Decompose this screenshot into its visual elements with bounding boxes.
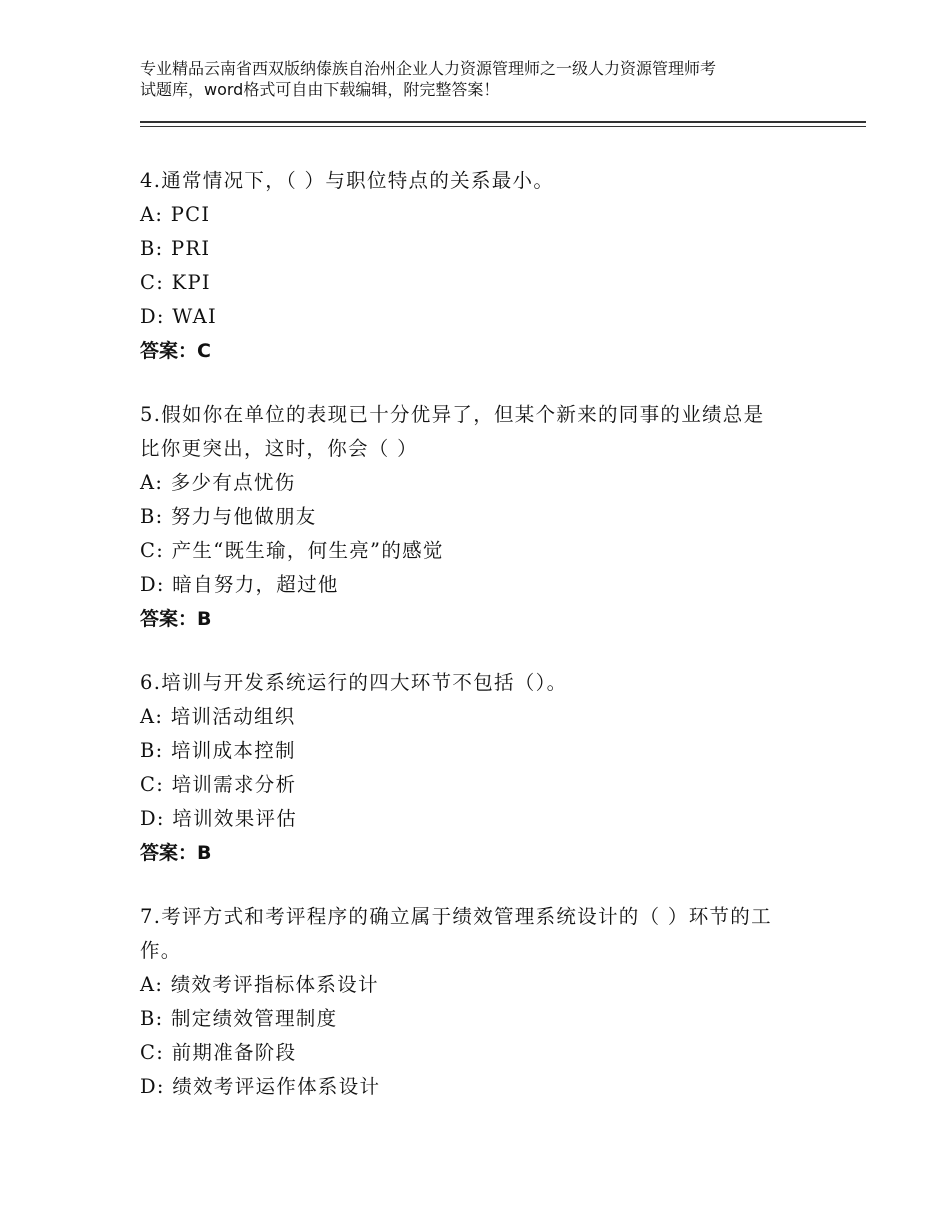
question-5: [140, 398, 820, 636]
option-b: B: 培训成本控制: [140, 739, 296, 762]
option-a: A: 培训活动组织: [140, 705, 296, 728]
question-stem: 7.考评方式和考评程序的确立属于绩效管理系统设计的（ ）环节的工: [140, 905, 772, 928]
question-stem: 6.培训与开发系统运行的四大环节不包括（）。: [140, 671, 568, 694]
option-a: A: 绩效考评指标体系设计: [140, 973, 379, 996]
option-c: C: 前期准备阶段: [140, 1041, 297, 1064]
answer-label: 答案：C: [140, 340, 211, 362]
header-line-2: 试题库，word格式可自由下载编辑，附完整答案！: [140, 80, 500, 99]
option-d: D: 暗自努力，超过他: [140, 573, 339, 596]
option-c: C: 产生“既生瑜，何生亮”的感觉: [140, 539, 444, 562]
question-6: [140, 666, 820, 870]
header-line-1: 专业精品云南省西双版纳傣族自治州企业人力资源管理师之一级人力资源管理师考: [140, 59, 717, 78]
option-d: D: 培训效果评估: [140, 807, 298, 830]
question-list: [140, 164, 820, 1134]
answer-label: 答案：B: [140, 842, 212, 864]
question-stem: 5.假如你在单位的表现已十分优异了，但某个新来的同事的业绩总是: [140, 403, 765, 426]
option-d: D: 绩效考评运作体系设计: [140, 1075, 381, 1098]
option-b: B: 努力与他做朋友: [140, 505, 317, 528]
header-divider-thick: [140, 121, 866, 123]
page-header: [140, 58, 830, 100]
option-c: C: KPI: [140, 271, 211, 294]
option-a: A: PCI: [140, 203, 211, 226]
question-4: [140, 164, 820, 368]
question-stem-continued: 作。: [140, 939, 182, 962]
header-divider-thin: [140, 126, 866, 127]
question-7: [140, 900, 820, 1104]
answer-label: 答案：B: [140, 608, 212, 630]
option-a: A: 多少有点忧伤: [140, 471, 296, 494]
option-b: B: PRI: [140, 237, 211, 260]
option-c: C: 培训需求分析: [140, 773, 297, 796]
option-b: B: 制定绩效管理制度: [140, 1007, 338, 1030]
question-stem: 4.通常情况下，（ ）与职位特点的关系最小。: [140, 169, 555, 192]
question-stem-continued: 比你更突出，这时，你会（ ）: [140, 437, 418, 460]
option-d: D: WAI: [140, 305, 218, 328]
